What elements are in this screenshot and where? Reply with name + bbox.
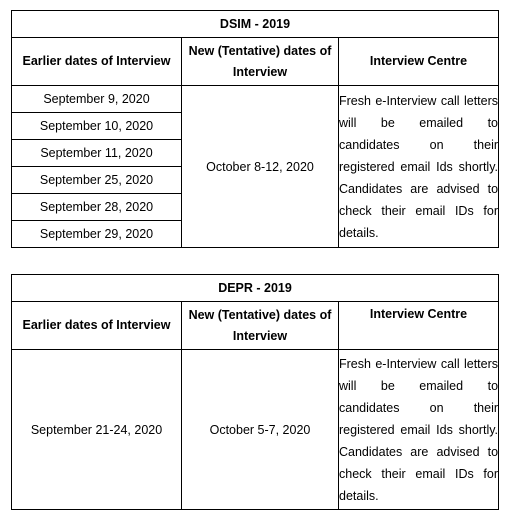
header-interview-centre: Interview Centre bbox=[339, 302, 499, 350]
header-new-dates: New (Tentative) dates of Interview bbox=[182, 302, 339, 350]
earlier-date-cell: September 11, 2020 bbox=[12, 140, 182, 167]
earlier-date-cell: September 29, 2020 bbox=[12, 221, 182, 248]
interview-centre-note: Fresh e-Interview call letters will be emailed to candidates on their registered email Ids shortly. Candidates are advised to check their email IDs for details. bbox=[339, 86, 499, 248]
interview-centre-note: Fresh e-Interview call letters will be emailed to candidates on their registered email Ids shortly. Candidates are advised to check their email IDs for details. bbox=[339, 350, 499, 510]
header-earlier-dates: Earlier dates of Interview bbox=[12, 38, 182, 86]
header-new-dates: New (Tentative) dates of Interview bbox=[182, 38, 339, 86]
header-row bbox=[12, 38, 499, 86]
new-dates-cell: October 5-7, 2020 bbox=[182, 350, 339, 510]
table-title: DSIM - 2019 bbox=[12, 11, 499, 38]
earlier-date-cell: September 10, 2020 bbox=[12, 113, 182, 140]
table-row bbox=[12, 86, 499, 113]
earlier-date-cell: September 9, 2020 bbox=[12, 86, 182, 113]
header-interview-centre: Interview Centre bbox=[339, 38, 499, 86]
table-title-row bbox=[12, 11, 499, 38]
table-title: DEPR - 2019 bbox=[12, 275, 499, 302]
header-earlier-dates: Earlier dates of Interview bbox=[12, 302, 182, 350]
table-row bbox=[12, 350, 499, 510]
earlier-date-cell: September 21-24, 2020 bbox=[12, 350, 182, 510]
table-title-row bbox=[12, 275, 499, 302]
new-dates-cell: October 8-12, 2020 bbox=[182, 86, 339, 248]
depr-schedule-table bbox=[11, 274, 499, 510]
dsim-schedule-table bbox=[11, 10, 499, 248]
earlier-date-cell: September 28, 2020 bbox=[12, 194, 182, 221]
earlier-date-cell: September 25, 2020 bbox=[12, 167, 182, 194]
header-row bbox=[12, 302, 499, 350]
